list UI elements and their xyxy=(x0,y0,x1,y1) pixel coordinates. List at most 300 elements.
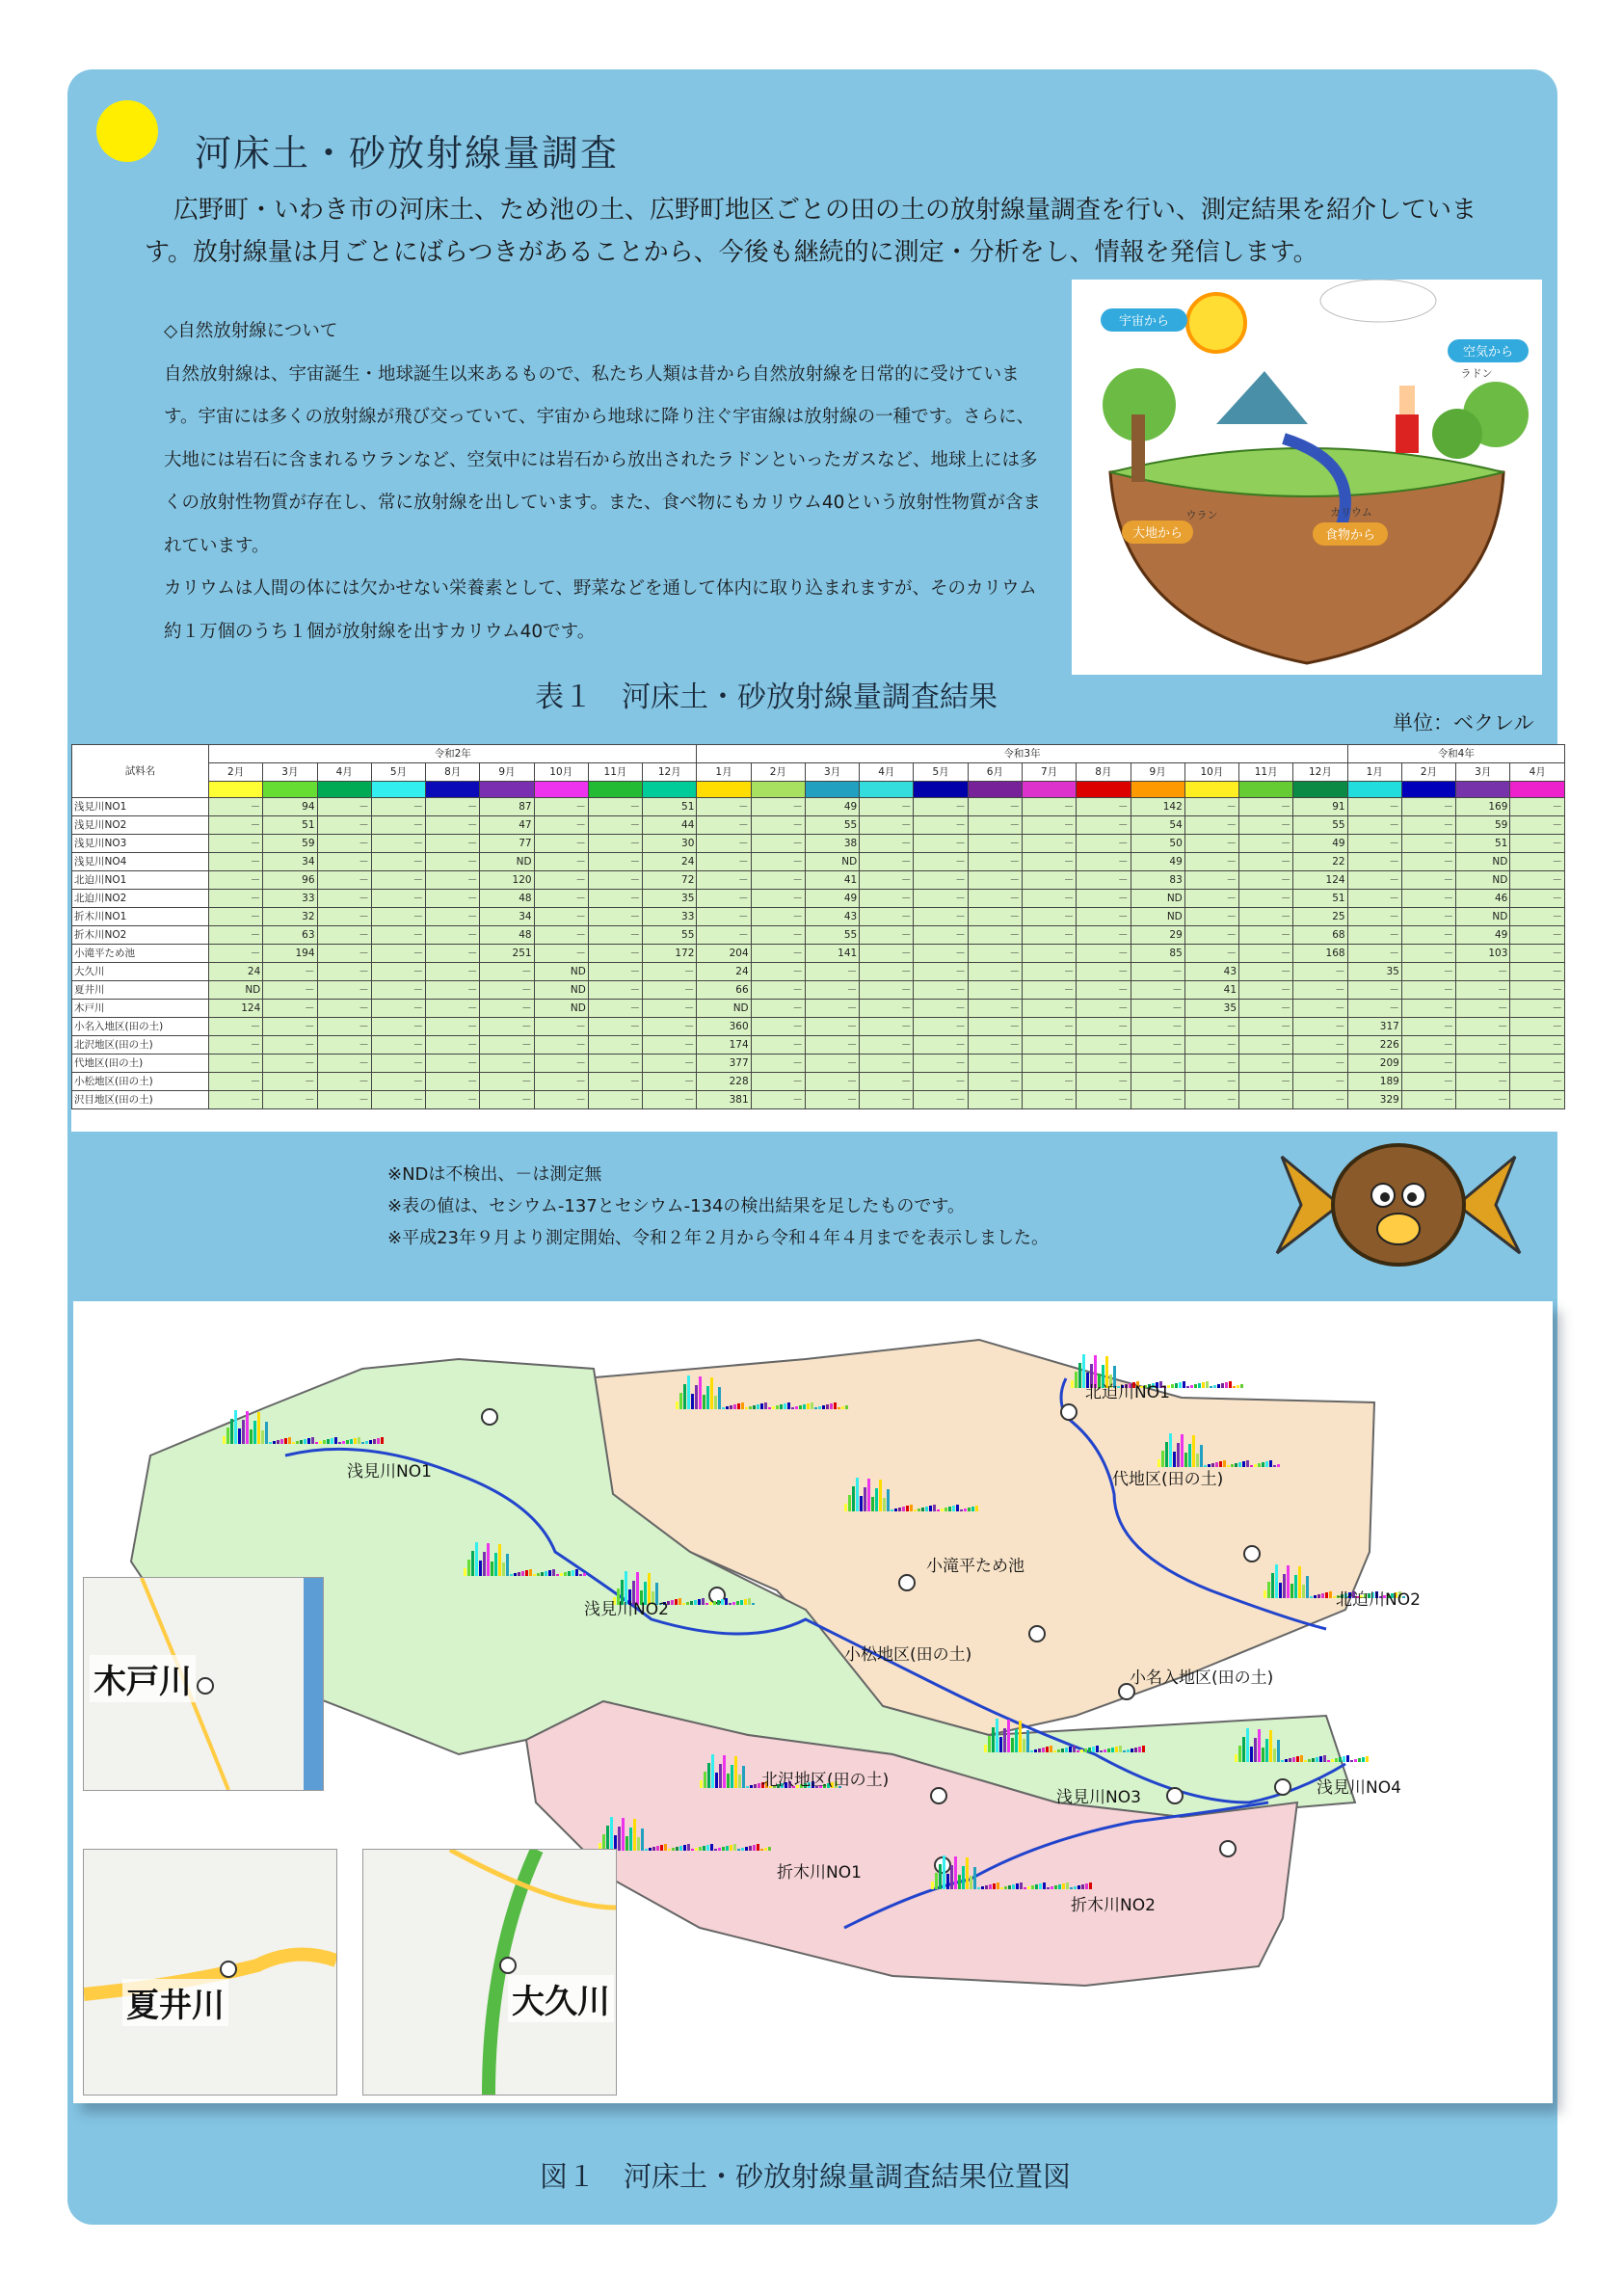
table-cell: － xyxy=(588,1036,642,1055)
table-cell: － xyxy=(209,926,263,945)
table-cell: － xyxy=(480,1073,534,1091)
row-sample-name: 沢目地区(田の土) xyxy=(72,1091,209,1109)
header-month: 9月 xyxy=(480,763,534,782)
mini-bar xyxy=(1213,1385,1216,1388)
row-sample-name: 折木川NO1 xyxy=(72,908,209,926)
mini-bar xyxy=(683,1845,686,1851)
table-cell: － xyxy=(1510,1055,1565,1073)
mini-bar xyxy=(649,1848,652,1851)
mini-bar xyxy=(1026,1730,1029,1752)
table-cell: ND xyxy=(1456,871,1510,890)
mini-bar xyxy=(1289,1758,1291,1762)
table-cell: － xyxy=(426,816,480,835)
mini-bar xyxy=(518,1572,520,1576)
mini-bar xyxy=(373,1439,376,1444)
mini-bar xyxy=(727,1774,730,1788)
map-label-komatsu: 小松地区(田の土) xyxy=(844,1645,972,1665)
sun-bullet-icon xyxy=(96,100,158,162)
mini-bar xyxy=(818,1406,821,1409)
table-cell: 377 xyxy=(697,1055,751,1073)
mini-bar xyxy=(1271,1573,1274,1598)
table-cell: － xyxy=(1456,963,1510,981)
marker-oriki2 xyxy=(1220,1841,1236,1856)
mini-bar xyxy=(750,1785,753,1788)
header-month: 1月 xyxy=(1347,763,1401,782)
table-cell: － xyxy=(371,945,425,963)
map-label-asami1: 浅見川NO1 xyxy=(347,1462,432,1482)
header-month: 5月 xyxy=(371,763,425,782)
table-cell: 33 xyxy=(643,908,697,926)
mini-bar xyxy=(948,1507,951,1511)
label-space: 宇宙から xyxy=(1118,314,1170,329)
mini-bar xyxy=(1225,1382,1228,1388)
table-cell: 51 xyxy=(1456,835,1510,853)
mini-bar xyxy=(730,1405,732,1409)
table-cell: － xyxy=(263,1036,317,1055)
mini-bar xyxy=(1238,1746,1241,1762)
table-cell: － xyxy=(426,890,480,908)
table-cell: 43 xyxy=(805,908,859,926)
mini-bar xyxy=(1065,1748,1068,1752)
mini-bar xyxy=(331,1438,333,1444)
table-cell: － xyxy=(751,926,805,945)
table-cell: － xyxy=(426,1055,480,1073)
mini-bar xyxy=(1327,1760,1330,1762)
table-cell: － xyxy=(1022,926,1076,945)
row-sample-name: 折木川NO2 xyxy=(72,926,209,945)
table-cell: － xyxy=(1510,1000,1565,1018)
mini-bar xyxy=(852,1486,855,1511)
mini-bar xyxy=(723,1755,726,1788)
table-cell: 59 xyxy=(263,835,317,853)
mini-bar xyxy=(1223,1460,1226,1467)
table-cell: 317 xyxy=(1347,1018,1401,1036)
table-cell: － xyxy=(480,1036,534,1055)
table-cell: － xyxy=(1131,1000,1184,1018)
table-row xyxy=(72,1073,1565,1091)
table-cell: － xyxy=(1131,1036,1184,1055)
table-cell: － xyxy=(751,908,805,926)
table-cell: － xyxy=(914,871,968,890)
mini-bar xyxy=(695,1385,698,1409)
mini-bar xyxy=(715,1773,718,1788)
mini-bar xyxy=(487,1543,490,1576)
table-cell: － xyxy=(1239,1091,1293,1109)
table-cell: － xyxy=(968,908,1022,926)
mini-bar xyxy=(1157,1459,1160,1467)
table-cell: － xyxy=(1510,963,1565,981)
mini-bar xyxy=(1267,1582,1270,1598)
mini-bar xyxy=(914,1509,917,1511)
table-cell: － xyxy=(1077,1055,1131,1073)
mini-bar xyxy=(1084,1749,1087,1752)
table-cell: － xyxy=(588,853,642,871)
mini-bar xyxy=(1074,1886,1077,1889)
table-cell: 91 xyxy=(1293,798,1347,816)
mini-bar xyxy=(1335,1758,1338,1762)
mini-bar xyxy=(711,1754,714,1788)
mini-bar xyxy=(977,1887,980,1889)
table-cell: － xyxy=(1510,1018,1565,1036)
mini-bar xyxy=(856,1478,859,1511)
table-cell: － xyxy=(263,1073,317,1091)
table-cell: 55 xyxy=(643,926,697,945)
header-month: 4月 xyxy=(1510,763,1565,782)
table-cell: － xyxy=(643,981,697,1000)
table-cell: 49 xyxy=(1456,926,1510,945)
mini-bar xyxy=(1030,1750,1033,1752)
table-row xyxy=(72,890,1565,908)
table-cell: － xyxy=(371,1000,425,1018)
map-label-kotaki: 小滝平ため池 xyxy=(926,1557,1024,1576)
mini-bar xyxy=(1035,1884,1038,1889)
table-cell: － xyxy=(1510,816,1565,835)
table-cell: － xyxy=(968,853,1022,871)
month-color-swatch xyxy=(534,782,588,798)
mini-bar xyxy=(787,1402,790,1409)
table-cell: 204 xyxy=(697,945,751,963)
map-label-asami3: 浅見川NO3 xyxy=(1056,1788,1141,1807)
mini-bar xyxy=(999,1737,1002,1752)
table-cell: － xyxy=(209,1055,263,1073)
table-cell: － xyxy=(588,926,642,945)
row-sample-name: 大久川 xyxy=(72,963,209,981)
mini-bar xyxy=(1089,1882,1092,1889)
mini-bar xyxy=(925,1507,928,1511)
table-cell: 47 xyxy=(480,816,534,835)
mini-bar xyxy=(811,1402,813,1409)
row-sample-name: 夏井川 xyxy=(72,981,209,1000)
table-cell: － xyxy=(1293,1091,1347,1109)
mini-bar xyxy=(1258,1463,1261,1467)
mini-bar xyxy=(699,1847,702,1851)
mini-bar xyxy=(718,1387,721,1409)
mini-bar xyxy=(1138,1747,1141,1752)
mini-bar xyxy=(629,1828,632,1851)
table-cell: － xyxy=(534,798,588,816)
mini-bar xyxy=(1053,1750,1056,1752)
mini-bar xyxy=(1011,1738,1014,1752)
table-cell: 48 xyxy=(480,926,534,945)
mini-bar xyxy=(564,1572,567,1576)
table-cell: 32 xyxy=(263,908,317,926)
table-cell: 77 xyxy=(480,835,534,853)
mini-bar xyxy=(1042,1748,1045,1752)
table-cell: － xyxy=(534,1073,588,1091)
table-cell: － xyxy=(914,1055,968,1073)
mini-bar xyxy=(1254,1464,1257,1467)
table-cell: － xyxy=(914,981,968,1000)
month-color-swatch xyxy=(263,782,317,798)
mini-bar xyxy=(1308,1759,1311,1762)
table-cell: － xyxy=(1077,1018,1131,1036)
mini-bar xyxy=(722,1407,725,1409)
table-cell: 35 xyxy=(1347,963,1401,981)
table-cell: － xyxy=(860,798,914,816)
mini-bar xyxy=(1273,1749,1276,1762)
table-cell: － xyxy=(968,963,1022,981)
table-cell: － xyxy=(426,1018,480,1036)
marker-asami4 xyxy=(1275,1779,1290,1795)
mini-bar xyxy=(700,1780,703,1788)
map-label-kitazawa: 北沢地区(田の土) xyxy=(761,1771,890,1790)
mini-bar xyxy=(848,1495,851,1511)
table-cell: － xyxy=(751,853,805,871)
mini-bar xyxy=(1238,1462,1241,1467)
table-cell: 29 xyxy=(1131,926,1184,945)
mini-bar xyxy=(1202,1382,1205,1388)
mini-bar xyxy=(1316,1757,1318,1762)
mini-bar xyxy=(1179,1382,1182,1388)
map-label-dai: 代地区(田の土) xyxy=(1112,1470,1224,1489)
table-cell: － xyxy=(426,1073,480,1091)
mini-bar xyxy=(740,1600,743,1605)
mini-bar xyxy=(682,1603,685,1605)
mini-bar xyxy=(467,1560,470,1576)
mini-bar xyxy=(970,1876,972,1889)
table-cell: － xyxy=(968,1091,1022,1109)
mini-bar xyxy=(960,1509,963,1511)
mini-bar xyxy=(1265,1739,1268,1762)
mini-bar xyxy=(929,1506,932,1511)
table-cell: － xyxy=(860,926,914,945)
table-cell: － xyxy=(860,1055,914,1073)
mini-bar xyxy=(1058,1884,1061,1889)
row-sample-name: 小名入地区(田の土) xyxy=(72,1018,209,1036)
table-cell: － xyxy=(697,853,751,871)
table-cell: － xyxy=(588,816,642,835)
table-cell: － xyxy=(426,926,480,945)
table-cell: － xyxy=(263,1018,317,1036)
mini-bar xyxy=(1131,1749,1133,1752)
table-cell: － xyxy=(317,1073,371,1091)
table-cell: － xyxy=(534,853,588,871)
table-cell: － xyxy=(1184,1055,1238,1073)
mini-bar xyxy=(1190,1385,1193,1388)
table-cell: － xyxy=(317,835,371,853)
mini-bar xyxy=(1024,1887,1026,1889)
mini-bar xyxy=(521,1571,524,1576)
month-color-swatch xyxy=(968,782,1022,798)
table-cell: － xyxy=(1239,926,1293,945)
table-title: 表１ 河床土・砂放射線量調査結果 xyxy=(535,681,998,714)
mini-bar xyxy=(795,1406,798,1409)
mini-bar xyxy=(734,1756,737,1788)
header-sample-name: 試料名 xyxy=(72,745,209,798)
table-cell: － xyxy=(914,1073,968,1091)
table-cell: － xyxy=(968,816,1022,835)
mini-bar xyxy=(721,1599,724,1605)
mini-bar xyxy=(568,1571,571,1576)
table-cell: － xyxy=(968,835,1022,853)
table-cell: － xyxy=(317,1036,371,1055)
table-cell: － xyxy=(209,1073,263,1091)
table-cell: － xyxy=(914,835,968,853)
table-cell: － xyxy=(751,816,805,835)
mascot-illustration xyxy=(1272,1137,1525,1272)
mini-bar xyxy=(687,1844,690,1851)
mini-bar xyxy=(803,1404,806,1409)
mini-bar xyxy=(883,1498,886,1511)
table-cell: － xyxy=(1239,1036,1293,1055)
mini-bar xyxy=(1046,1747,1049,1752)
mini-bar xyxy=(491,1562,493,1576)
table-cell: － xyxy=(1239,1055,1293,1073)
mini-bar xyxy=(304,1439,306,1444)
table-cell: － xyxy=(1184,908,1238,926)
mini-bar xyxy=(1350,1760,1353,1762)
intro-text: 広野町・いわき市の河床土、ため池の土、広野町地区ごとの田の土の放射線量調査を行い、測定結果を紹介しています。放射線量は月ごとにばらつきがあることから、今後も継続的に測定・分析をし、情報を発信します。 xyxy=(145,196,1477,267)
table-cell: － xyxy=(317,798,371,816)
results-table xyxy=(71,744,1565,1109)
mini-bar xyxy=(844,1504,847,1511)
table-cell: 24 xyxy=(209,963,263,981)
header-month: 2月 xyxy=(751,763,805,782)
mini-bar xyxy=(764,1402,767,1409)
month-color-swatch xyxy=(426,782,480,798)
table-cell: 55 xyxy=(805,926,859,945)
table-cell: － xyxy=(534,1018,588,1036)
mini-bar xyxy=(1210,1386,1212,1388)
mini-bar xyxy=(280,1439,283,1444)
mini-bar xyxy=(973,1867,976,1889)
month-color-swatch xyxy=(805,782,859,798)
mini-bar xyxy=(1240,1384,1243,1388)
month-color-swatch xyxy=(643,782,697,798)
table-cell: － xyxy=(860,908,914,926)
table-cell: 43 xyxy=(1184,963,1238,981)
mini-bar xyxy=(1039,1883,1042,1889)
mini-bar xyxy=(1242,1737,1245,1762)
table-cell: 66 xyxy=(697,981,751,1000)
table-cell: 54 xyxy=(1131,816,1184,835)
header-month: 3月 xyxy=(1456,763,1510,782)
mini-bar xyxy=(784,1403,786,1409)
mini-bar xyxy=(1233,1386,1236,1388)
table-row xyxy=(72,981,1565,1000)
mini-bar xyxy=(1343,1756,1345,1762)
inset-natsui xyxy=(83,1849,337,2096)
table-row xyxy=(72,835,1565,853)
mini-bar xyxy=(1366,1756,1369,1762)
table-cell: 329 xyxy=(1347,1091,1401,1109)
mini-bar xyxy=(898,1508,901,1511)
table-notes xyxy=(387,1159,1049,1254)
table-cell: － xyxy=(1239,1073,1293,1091)
mini-bar xyxy=(1198,1383,1201,1388)
mini-bar xyxy=(891,1509,893,1511)
table-cell: － xyxy=(1347,835,1401,853)
table-cell: － xyxy=(751,890,805,908)
table-cell: － xyxy=(1239,1000,1293,1018)
mini-bar xyxy=(1119,1746,1122,1752)
mini-bar xyxy=(1100,1750,1103,1752)
row-sample-name: 浅見川NO4 xyxy=(72,853,209,871)
table-unit: 単位：ベクレル xyxy=(1393,711,1534,734)
table-cell: － xyxy=(968,890,1022,908)
mini-bar xyxy=(548,1570,551,1576)
table-cell: － xyxy=(697,908,751,926)
mini-bar xyxy=(625,1836,628,1851)
figure-caption: 図１ 河床土・砂放射線量調査結果位置図 xyxy=(540,2160,1072,2193)
table-cell: － xyxy=(317,945,371,963)
mini-bar xyxy=(1206,1381,1209,1388)
mini-bar xyxy=(1171,1384,1174,1388)
table-cell: － xyxy=(371,908,425,926)
mini-bar xyxy=(246,1411,249,1444)
mini-bar xyxy=(350,1439,353,1444)
table-cell: － xyxy=(968,945,1022,963)
mini-bar xyxy=(525,1570,528,1576)
table-cell: － xyxy=(1401,1073,1455,1091)
mini-bar xyxy=(946,1874,949,1889)
table-cell: － xyxy=(1239,1018,1293,1036)
mini-bar xyxy=(238,1428,241,1444)
table-cell: － xyxy=(588,908,642,926)
mini-bar xyxy=(1007,1720,1010,1752)
table-cell: － xyxy=(751,1036,805,1055)
table-cell: － xyxy=(426,798,480,816)
table-cell: － xyxy=(588,890,642,908)
mini-bar xyxy=(706,1386,709,1409)
table-cell: － xyxy=(1022,871,1076,890)
table-cell: 59 xyxy=(1456,816,1510,835)
table-cell: － xyxy=(1077,1091,1131,1109)
mini-bar xyxy=(261,1430,264,1444)
table-cell: － xyxy=(751,1091,805,1109)
table-cell: － xyxy=(1510,1036,1565,1055)
table-cell: － xyxy=(317,816,371,835)
header-month: 4月 xyxy=(860,763,914,782)
table-cell: － xyxy=(1347,945,1401,963)
table-cell: － xyxy=(1401,981,1455,1000)
table-cell: 141 xyxy=(805,945,859,963)
mini-bar xyxy=(1354,1759,1357,1762)
mini-bar xyxy=(772,1406,775,1409)
mini-bar xyxy=(709,1602,712,1605)
mini-bar xyxy=(834,1402,837,1409)
table-cell: － xyxy=(1184,890,1238,908)
mini-bar xyxy=(768,1407,771,1409)
table-row xyxy=(72,871,1565,890)
row-sample-name: 木戸川 xyxy=(72,1000,209,1018)
table-cell: － xyxy=(1131,1091,1184,1109)
table-cell: － xyxy=(426,835,480,853)
mini-bar xyxy=(730,1845,732,1851)
location-map xyxy=(73,1301,1553,2103)
mini-bar xyxy=(945,1508,947,1511)
table-cell: － xyxy=(805,981,859,1000)
mini-bar xyxy=(952,1506,955,1511)
table-cell: － xyxy=(1456,981,1510,1000)
mini-bar xyxy=(1258,1729,1261,1762)
mini-bar xyxy=(1242,1461,1245,1467)
table-cell: － xyxy=(860,835,914,853)
map-label-oriki2: 折木川NO2 xyxy=(1071,1896,1156,1915)
row-sample-name: 浅見川NO1 xyxy=(72,798,209,816)
mini-bar xyxy=(342,1441,345,1444)
table-cell: － xyxy=(968,1055,1022,1073)
table-cell: － xyxy=(1456,1091,1510,1109)
mini-bar xyxy=(871,1497,874,1511)
table-cell: － xyxy=(263,981,317,1000)
table-cell: － xyxy=(1347,853,1401,871)
map-label-kitasako2: 北迫川NO2 xyxy=(1336,1590,1421,1610)
table-cell: － xyxy=(805,1000,859,1018)
table-cell: － xyxy=(1077,1036,1131,1055)
mini-bar xyxy=(679,1846,682,1851)
mini-bar xyxy=(637,1837,640,1851)
